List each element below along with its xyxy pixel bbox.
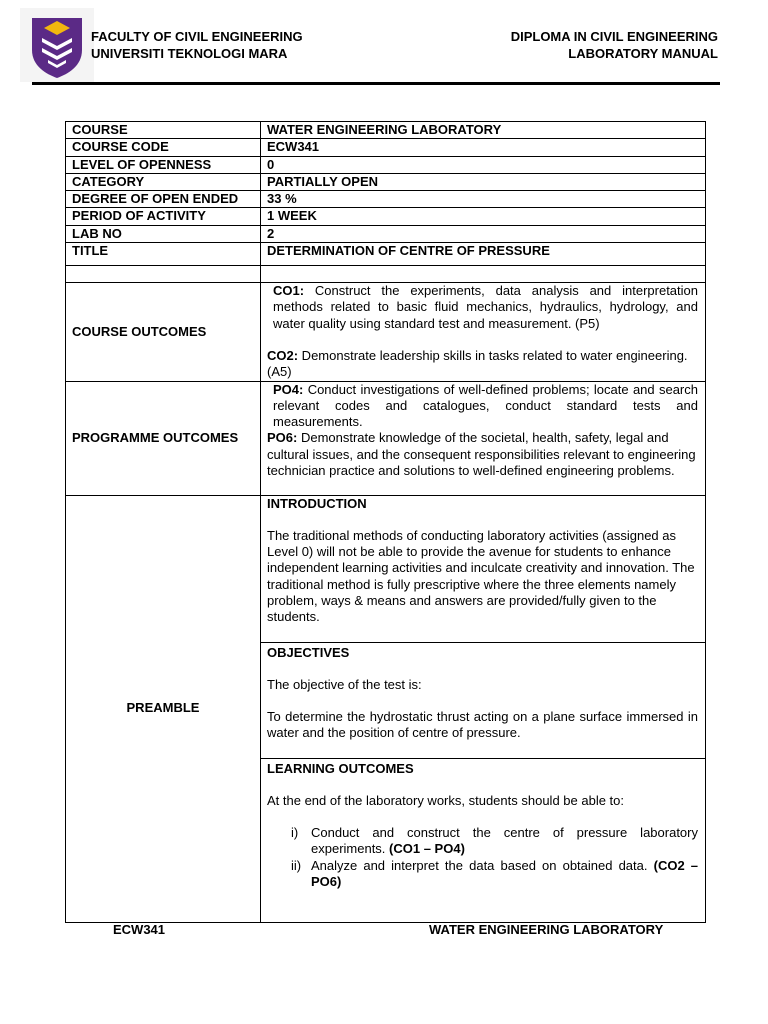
info-label: LAB NO	[66, 225, 261, 242]
info-row-course-code	[66, 139, 706, 156]
course-outcomes-label: COURSE OUTCOMES	[66, 283, 261, 381]
course-outcomes-cell	[261, 283, 706, 381]
introduction-heading: INTRODUCTION	[267, 495, 367, 511]
programme-name: DIPLOMA IN CIVIL ENGINEERING	[510, 29, 718, 44]
po6-code: PO6:	[267, 430, 298, 446]
po6-text	[267, 430, 705, 479]
info-value: ECW341	[261, 139, 706, 156]
manual-name: LABORATORY MANUAL	[568, 46, 718, 61]
info-label: COURSE CODE	[66, 139, 261, 156]
preamble-label: PREAMBLE	[66, 495, 261, 922]
info-label: CATEGORY	[66, 173, 261, 190]
list-item-text: Conduct and construct the centre of pressure laboratory experiments.	[311, 825, 698, 857]
list-item-number: ii)	[291, 857, 302, 873]
objectives-section	[261, 643, 705, 759]
info-row-lab-no	[66, 225, 706, 242]
po4-description: Conduct investigations of well-defined problems; locate and search relevant codes and catalogues, conduct standard tests and measurements.	[273, 381, 698, 430]
info-value: 2	[261, 225, 706, 242]
learning-outcomes-heading: LEARNING OUTCOMES	[267, 760, 414, 776]
info-row-category	[66, 173, 706, 190]
info-value: WATER ENGINEERING LABORATORY	[261, 122, 706, 139]
preamble-cell	[261, 495, 706, 922]
faculty-name: FACULTY OF CIVIL ENGINEERING	[91, 29, 303, 44]
co1-text	[267, 283, 705, 332]
objectives-lead: The objective of the test is:	[267, 676, 422, 692]
programme-outcomes-label: PROGRAMME OUTCOMES	[66, 381, 261, 495]
university-name: UNIVERSITI TEKNOLOGI MARA	[91, 46, 288, 61]
list-item-tag: (CO1 – PO4)	[389, 841, 465, 857]
empty-cell	[66, 266, 261, 283]
list-item-text: Analyze and interpret the data based on obtained data.	[311, 857, 654, 873]
list-item	[291, 825, 698, 858]
footer-course-name: WATER ENGINEERING LABORATORY	[429, 922, 664, 937]
empty-cell	[261, 266, 706, 283]
info-value: 0	[261, 156, 706, 173]
info-row-degree-open-ended	[66, 191, 706, 208]
learning-outcomes-section	[267, 759, 705, 922]
info-label: COURSE	[66, 122, 261, 139]
info-row-period-of-activity	[66, 208, 706, 225]
info-value: PARTIALLY OPEN	[261, 173, 706, 190]
info-value: DETERMINATION OF CENTRE OF PRESSURE	[261, 243, 706, 266]
co2-description: Demonstrate leadership skills in tasks related to water engineering. (A5)	[267, 347, 688, 380]
co1-description: Construct the experiments, data analysis and interpretation methods related to basic fluid mechanics, hydraulics, hydrology, and water quality using standard test and measurement. (P5)	[273, 283, 698, 331]
introduction-section	[261, 496, 705, 643]
uitm-logo	[20, 8, 94, 82]
programme-outcomes-cell	[261, 381, 706, 495]
po4-code: PO4:	[273, 381, 304, 397]
list-item-tag: (CO2 – PO6)	[311, 857, 699, 890]
empty-row	[66, 266, 706, 283]
info-row-level-of-openness	[66, 156, 706, 173]
info-label: LEVEL OF OPENNESS	[66, 156, 261, 173]
po4-text	[267, 382, 705, 431]
info-value: 1 WEEK	[261, 208, 706, 225]
objectives-text: To determine the hydrostatic thrust acting on a plane surface immersed in water and the position of centre of pressure.	[267, 709, 698, 741]
info-row-title	[66, 243, 706, 266]
list-item	[291, 858, 698, 891]
co2-code: CO2:	[267, 347, 299, 363]
info-label: PERIOD OF ACTIVITY	[66, 208, 261, 225]
co1-code: CO1:	[273, 283, 305, 299]
info-label: TITLE	[66, 243, 261, 266]
po6-description: Demonstrate knowledge of the societal, health, safety, legal and cultural issues, and the consequent responsibilities relevant to engineering technician practice and solutions to well-defined engineering problems.	[267, 430, 696, 479]
co2-text	[267, 348, 705, 381]
programme-header	[511, 28, 718, 62]
faculty-header	[91, 28, 303, 62]
learning-outcomes-lead: At the end of the laboratory works, students should be able to:	[267, 792, 624, 808]
header-divider	[32, 82, 720, 85]
uitm-shield-icon	[20, 8, 94, 82]
learning-outcomes-list	[267, 825, 698, 890]
info-value: 33 %	[261, 191, 706, 208]
course-outcomes-row	[66, 283, 706, 381]
info-row-course	[66, 122, 706, 139]
list-item-number: i)	[291, 825, 299, 841]
footer-course-code: ECW341	[113, 922, 166, 937]
programme-outcomes-row	[66, 381, 706, 495]
info-label: DEGREE OF OPEN ENDED	[66, 191, 261, 208]
preamble-row	[66, 495, 706, 922]
lab-info-table	[65, 121, 706, 923]
introduction-text: The traditional methods of conducting laboratory activities (assigned as Level 0) will not be able to provide the avenue for students to enhance independent learning activities and inculcate creativity and innovation. The traditional method is fully prescriptive where the three elements namely problem, ways & means and answers are provided/fully given to the students.	[267, 527, 695, 625]
objectives-heading: OBJECTIVES	[267, 644, 350, 660]
